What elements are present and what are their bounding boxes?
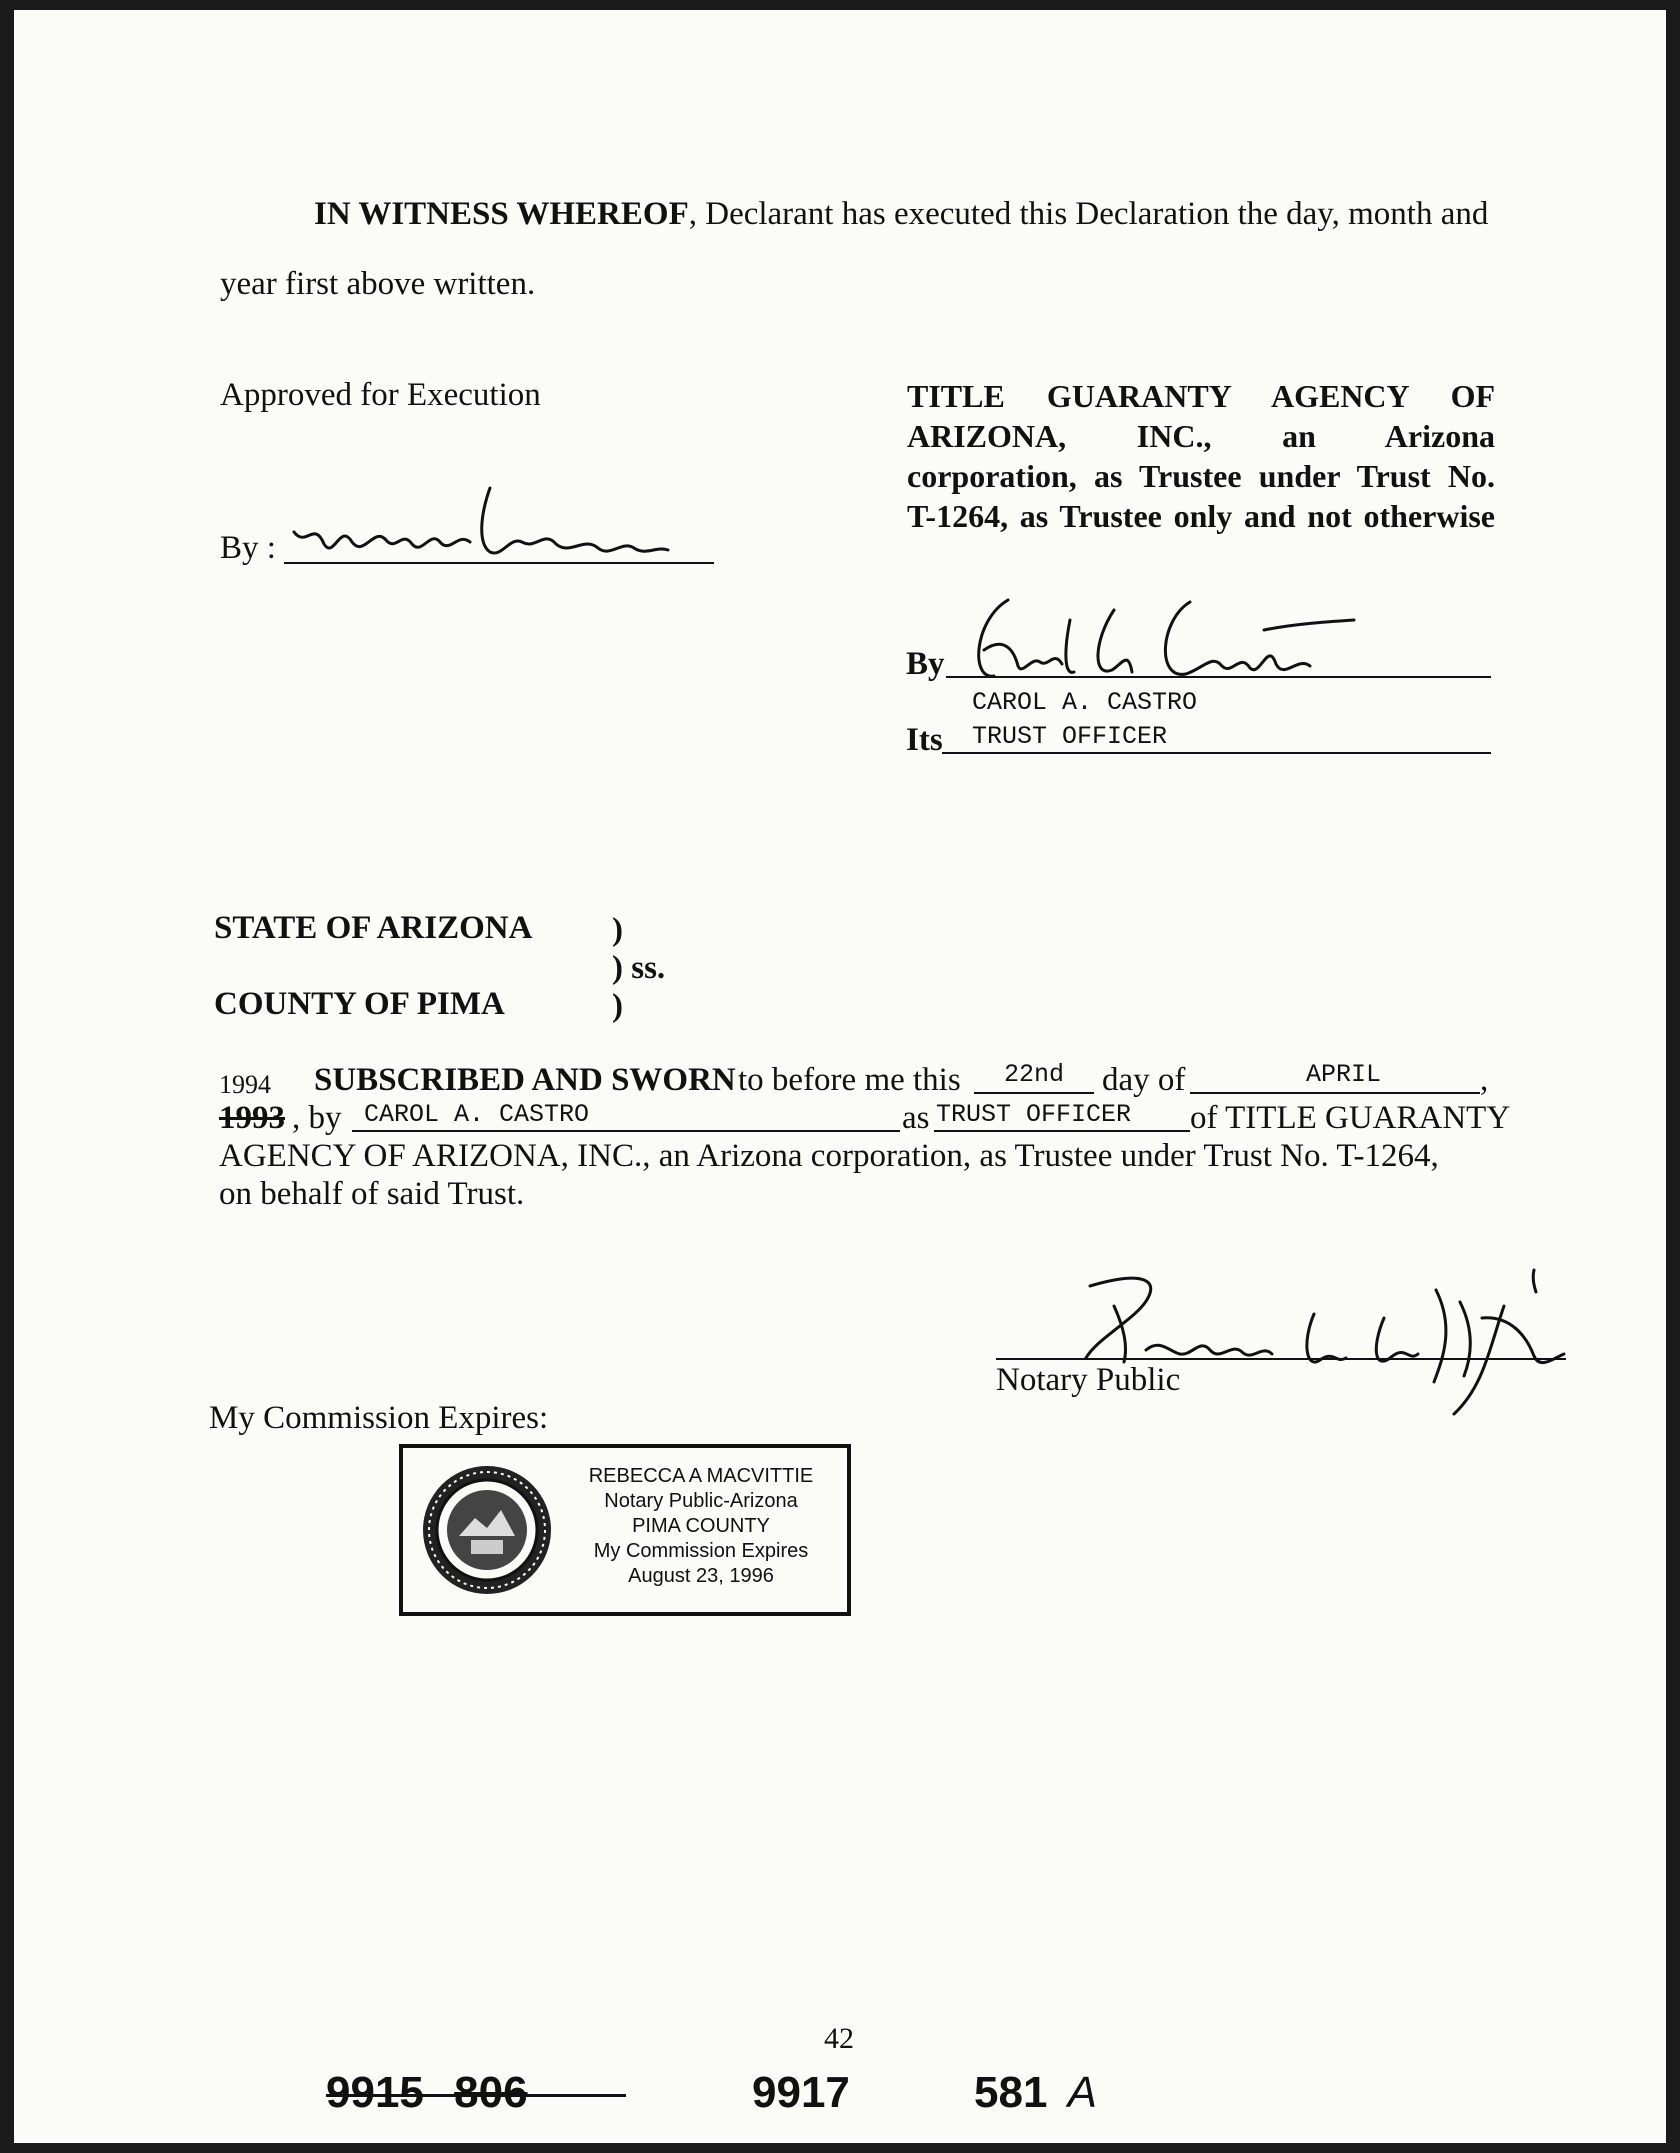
control-number-1-main: 9915: [326, 2068, 424, 2117]
venue-paren-top: ): [612, 912, 623, 948]
jurat-line-4: on behalf of said Trust.: [219, 1176, 525, 1212]
jurat-text-5: of TITLE GUARANTY: [1190, 1100, 1511, 1136]
approved-signature: [284, 460, 724, 570]
jurat-month: APRIL: [1306, 1060, 1382, 1089]
jurat-month-line: [1190, 1092, 1480, 1094]
jurat-capacity: TRUST OFFICER: [936, 1100, 1132, 1129]
stamp-notary-name: REBECCA A MACVITTIE: [588, 1465, 814, 1487]
jurat-line-3: AGENCY OF ARIZONA, INC., an Arizona corporation, as Trustee under Trust No. T-1264,: [219, 1138, 1439, 1174]
jurat-text-3: , by: [292, 1100, 342, 1136]
control-number-2: 9917: [752, 2068, 850, 2117]
state-seal-icon: [419, 1462, 555, 1598]
stamp-notary-title: Notary Public-Arizona: [604, 1490, 798, 1512]
stamp-text: [561, 1464, 841, 1589]
venue-paren-bottom: ): [612, 988, 623, 1024]
trustee-its-label: Its: [906, 722, 943, 758]
commission-expires-label: My Commission Expires:: [209, 1400, 549, 1436]
trustee-title-line: [942, 752, 1491, 754]
trustee-title: TRUST OFFICER: [972, 722, 1168, 751]
jurat-lead: SUBSCRIBED AND SWORN: [314, 1062, 736, 1098]
jurat-text-2: day of: [1102, 1062, 1186, 1098]
page-number: 42: [824, 2022, 854, 2055]
jurat-text-1: to before me this: [738, 1062, 961, 1098]
jurat-name-line: [352, 1130, 900, 1132]
trustee-line-3: corporation, as Trustee under Trust No.: [907, 458, 1495, 494]
trustee-line-2: ARIZONA, INC., an Arizona: [907, 418, 1495, 454]
document-page: [14, 10, 1666, 2143]
witness-rest: , Declarant has executed this Declaration the day, month and: [688, 196, 1489, 232]
venue-county: COUNTY OF PIMA: [214, 986, 505, 1022]
control-number-3-main: 581: [974, 2068, 1048, 2117]
notary-stamp: [399, 1444, 851, 1616]
trustee-signature: [964, 580, 1384, 690]
witness-line-2: year first above written.: [220, 266, 536, 302]
control-number-1: [326, 2068, 528, 2118]
witness-line-1: [314, 196, 1488, 233]
approved-label: Approved for Execution: [220, 377, 541, 413]
stamp-county: PIMA COUNTY: [632, 1515, 770, 1537]
trustee-signer-name: CAROL A. CASTRO: [972, 688, 1198, 717]
witness-lead: IN WITNESS WHEREOF: [314, 196, 689, 232]
stamp-commission-date: August 23, 1996: [628, 1565, 774, 1587]
venue-ss: ) ss.: [612, 950, 666, 986]
control-number-1-struck: 806: [454, 2068, 528, 2117]
stamp-commission-label: My Commission Expires: [593, 1540, 809, 1562]
control-number-3-suffix: A: [1067, 2068, 1098, 2117]
trustee-line-1: TITLE GUARANTY AGENCY OF: [907, 378, 1495, 414]
jurat-name: CAROL A. CASTRO: [364, 1100, 590, 1129]
venue-state: STATE OF ARIZONA: [214, 910, 533, 946]
jurat-capacity-line: [934, 1130, 1190, 1132]
notary-signature: [1034, 1246, 1594, 1426]
jurat-day-line: [974, 1092, 1094, 1094]
control-number-1-strike: [326, 2094, 626, 2097]
jurat-year-struck: 1993: [219, 1100, 285, 1136]
control-number-3: [974, 2068, 1097, 2118]
approved-by-label: By :: [220, 530, 276, 566]
jurat-comma: ,: [1480, 1062, 1489, 1098]
notary-label: Notary Public: [996, 1362, 1181, 1398]
trustee-by-label: By: [906, 646, 945, 682]
trustee-line-4: T-1264, as Trustee only and not otherwise: [907, 498, 1495, 534]
jurat-text-4: as: [902, 1100, 930, 1136]
jurat-year-written: 1994: [219, 1070, 271, 1099]
jurat-day: 22nd: [1004, 1060, 1065, 1089]
